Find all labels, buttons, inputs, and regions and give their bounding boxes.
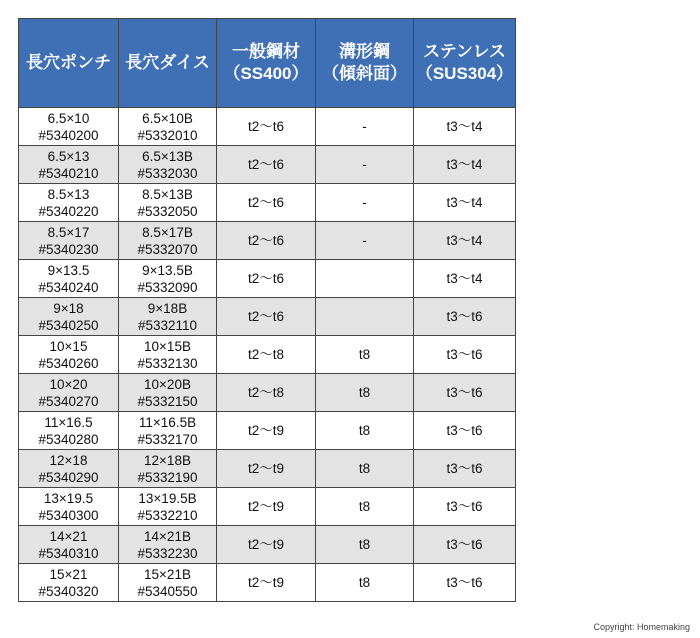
die-cell: 6.5×10B #5332010 <box>119 108 217 146</box>
die-cell: 13×19.5B #5332210 <box>119 488 217 526</box>
punch-cell: 10×15 #5340260 <box>19 336 119 374</box>
stainless-cell: t3～t6 <box>414 564 516 602</box>
die-cell: 14×21B #5332230 <box>119 526 217 564</box>
stainless-cell: t3～t4 <box>414 260 516 298</box>
channel-steel-cell: - <box>316 184 414 222</box>
general-steel-cell: t2～t6 <box>217 222 316 260</box>
general-steel-cell: t2～t8 <box>217 374 316 412</box>
stainless-cell: t3～t6 <box>414 488 516 526</box>
header-general-steel: 一般鋼材 （SS400） <box>217 19 316 108</box>
punch-cell: 15×21 #5340320 <box>19 564 119 602</box>
table-row <box>19 146 516 184</box>
table-row <box>19 298 516 336</box>
stainless-cell: t3～t6 <box>414 412 516 450</box>
channel-steel-cell: - <box>316 222 414 260</box>
table-row <box>19 222 516 260</box>
table-row <box>19 564 516 602</box>
punch-cell: 6.5×10 #5340200 <box>19 108 119 146</box>
punch-cell: 12×18 #5340290 <box>19 450 119 488</box>
die-cell: 10×15B #5332130 <box>119 336 217 374</box>
general-steel-cell: t2～t6 <box>217 108 316 146</box>
punch-cell: 10×20 #5340270 <box>19 374 119 412</box>
channel-steel-cell: t8 <box>316 450 414 488</box>
punch-cell: 9×18 #5340250 <box>19 298 119 336</box>
punch-cell: 6.5×13 #5340210 <box>19 146 119 184</box>
table-row <box>19 260 516 298</box>
general-steel-cell: t2～t9 <box>217 450 316 488</box>
channel-steel-cell: - <box>316 108 414 146</box>
stainless-cell: t3～t6 <box>414 526 516 564</box>
stainless-cell: t3～t6 <box>414 336 516 374</box>
header-punch: 長穴ポンチ <box>19 19 119 108</box>
die-cell: 6.5×13B #5332030 <box>119 146 217 184</box>
header-channel-steel: 溝形鋼 （傾斜面） <box>316 19 414 108</box>
table-row <box>19 450 516 488</box>
die-cell: 8.5×13B #5332050 <box>119 184 217 222</box>
spec-table-header <box>19 19 516 108</box>
die-cell: 10×20B #5332150 <box>119 374 217 412</box>
table-row <box>19 526 516 564</box>
channel-steel-cell: t8 <box>316 412 414 450</box>
general-steel-cell: t2～t9 <box>217 488 316 526</box>
die-cell: 15×21B #5340550 <box>119 564 217 602</box>
stainless-cell: t3～t4 <box>414 108 516 146</box>
die-cell: 8.5×17B #5332070 <box>119 222 217 260</box>
table-row <box>19 488 516 526</box>
stainless-cell: t3～t4 <box>414 184 516 222</box>
channel-steel-cell: t8 <box>316 336 414 374</box>
header-stainless: ステンレス （SUS304） <box>414 19 516 108</box>
punch-cell: 8.5×13 #5340220 <box>19 184 119 222</box>
channel-steel-cell <box>316 260 414 298</box>
table-row <box>19 374 516 412</box>
die-cell: 9×13.5B #5332090 <box>119 260 217 298</box>
channel-steel-cell: t8 <box>316 488 414 526</box>
general-steel-cell: t2～t8 <box>217 336 316 374</box>
general-steel-cell: t2～t9 <box>217 526 316 564</box>
header-die: 長穴ダイス <box>119 19 217 108</box>
stainless-cell: t3～t6 <box>414 450 516 488</box>
general-steel-cell: t2～t9 <box>217 564 316 602</box>
channel-steel-cell <box>316 298 414 336</box>
table-row <box>19 336 516 374</box>
table-row <box>19 184 516 222</box>
general-steel-cell: t2～t6 <box>217 146 316 184</box>
channel-steel-cell: t8 <box>316 526 414 564</box>
table-row <box>19 412 516 450</box>
general-steel-cell: t2～t6 <box>217 184 316 222</box>
stainless-cell: t3～t4 <box>414 222 516 260</box>
general-steel-cell: t2～t6 <box>217 298 316 336</box>
channel-steel-cell: t8 <box>316 374 414 412</box>
spec-table-body <box>19 108 516 602</box>
table-row <box>19 108 516 146</box>
punch-cell: 8.5×17 #5340230 <box>19 222 119 260</box>
channel-steel-cell: t8 <box>316 564 414 602</box>
channel-steel-cell: - <box>316 146 414 184</box>
stainless-cell: t3～t4 <box>414 146 516 184</box>
punch-cell: 11×16.5 #5340280 <box>19 412 119 450</box>
general-steel-cell: t2～t9 <box>217 412 316 450</box>
stainless-cell: t3～t6 <box>414 374 516 412</box>
spec-table <box>18 18 516 602</box>
die-cell: 11×16.5B #5332170 <box>119 412 217 450</box>
punch-cell: 14×21 #5340310 <box>19 526 119 564</box>
header-row <box>19 19 516 108</box>
punch-cell: 9×13.5 #5340240 <box>19 260 119 298</box>
die-cell: 9×18B #5332110 <box>119 298 217 336</box>
die-cell: 12×18B #5332190 <box>119 450 217 488</box>
copyright-notice: Copyright: Homemaking <box>593 622 690 632</box>
general-steel-cell: t2～t6 <box>217 260 316 298</box>
punch-cell: 13×19.5 #5340300 <box>19 488 119 526</box>
stainless-cell: t3～t6 <box>414 298 516 336</box>
